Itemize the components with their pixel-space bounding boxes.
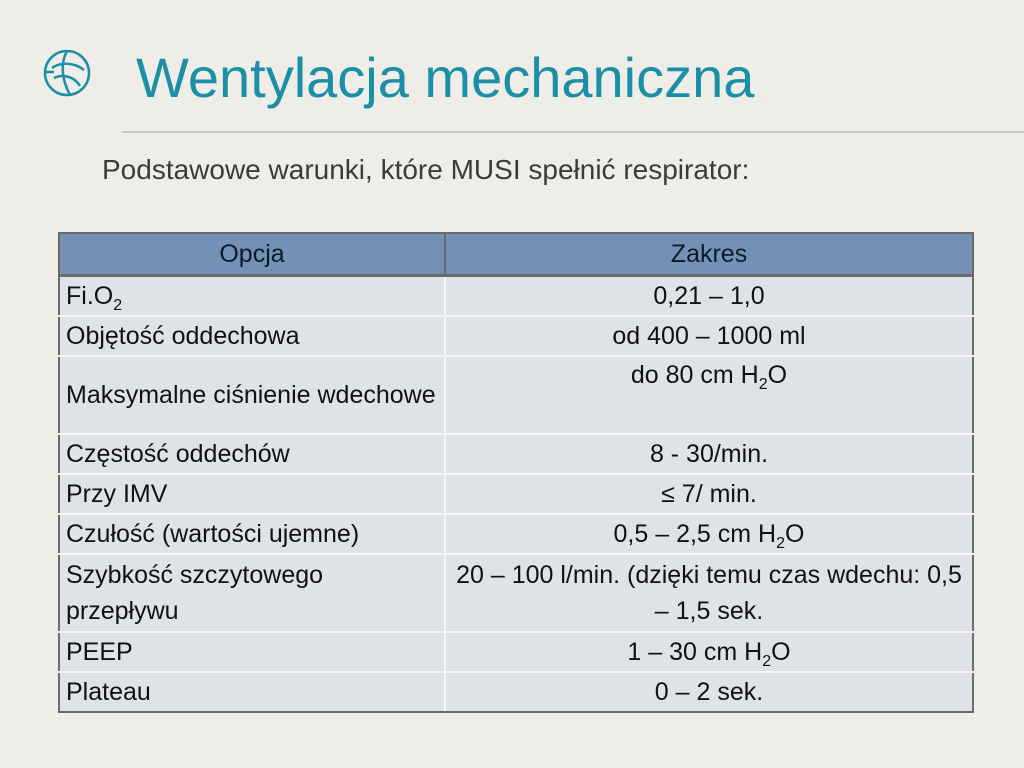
slide-title: Wentylacja mechaniczna [136,46,755,109]
range-text: 0,5 – 2,5 cm H [613,520,777,548]
ventilator-requirements-table [58,232,974,713]
circle-swirl-icon [40,46,94,100]
table-row [59,474,973,514]
option-cell: Częstość oddechów [59,434,445,474]
table-row [59,632,973,672]
option-cell: Objętość oddechowa [59,316,445,356]
range-cell: od 400 – 1000 ml [445,316,973,356]
option-cell: Szybkość szczytowego przepływu [59,554,445,632]
range-cell [445,632,973,672]
range-cell: 20 – 100 l/min. (dzięki temu czas wdechu: 0,5 – 1,5 sek. [445,554,973,632]
header-option: Opcja [59,233,445,276]
table-row [59,554,973,632]
table-row [59,316,973,356]
table-row [59,672,973,712]
range-text: 1 – 30 cm H [627,638,763,666]
range-cell: ≤ 7/ min. [445,474,973,514]
option-cell: PEEP [59,632,445,672]
option-text: Fi.O [66,282,114,310]
range-subscript: 2 [762,653,772,670]
range-text-suffix: O [785,520,805,548]
range-text-suffix: O [771,638,791,666]
option-cell: Przy IMV [59,474,445,514]
option-cell [59,276,445,317]
option-cell: Maksymalne ciśnienie wdechowe [59,356,445,434]
table-row [59,434,973,474]
range-cell: 0 – 2 sek. [445,672,973,712]
range-subscript: 2 [758,376,768,393]
table-header-row [59,233,973,276]
header-range: Zakres [445,233,973,276]
table-row [59,356,973,434]
range-text-suffix: O [767,361,788,389]
table-row [59,514,973,554]
option-cell: Plateau [59,672,445,712]
table-row [59,276,973,317]
title-divider [122,131,1024,133]
range-cell: 0,21 – 1,0 [445,276,973,317]
range-cell [445,356,973,434]
slide-subtitle: Podstawowe warunki, które MUSI spełnić respirator: [102,154,750,185]
option-cell: Czułość (wartości ujemne) [59,514,445,554]
range-cell: 8 - 30/min. [445,434,973,474]
range-text: do 80 cm H [630,361,759,389]
range-subscript: 2 [776,535,786,552]
range-cell [445,514,973,554]
option-subscript: 2 [113,297,123,314]
